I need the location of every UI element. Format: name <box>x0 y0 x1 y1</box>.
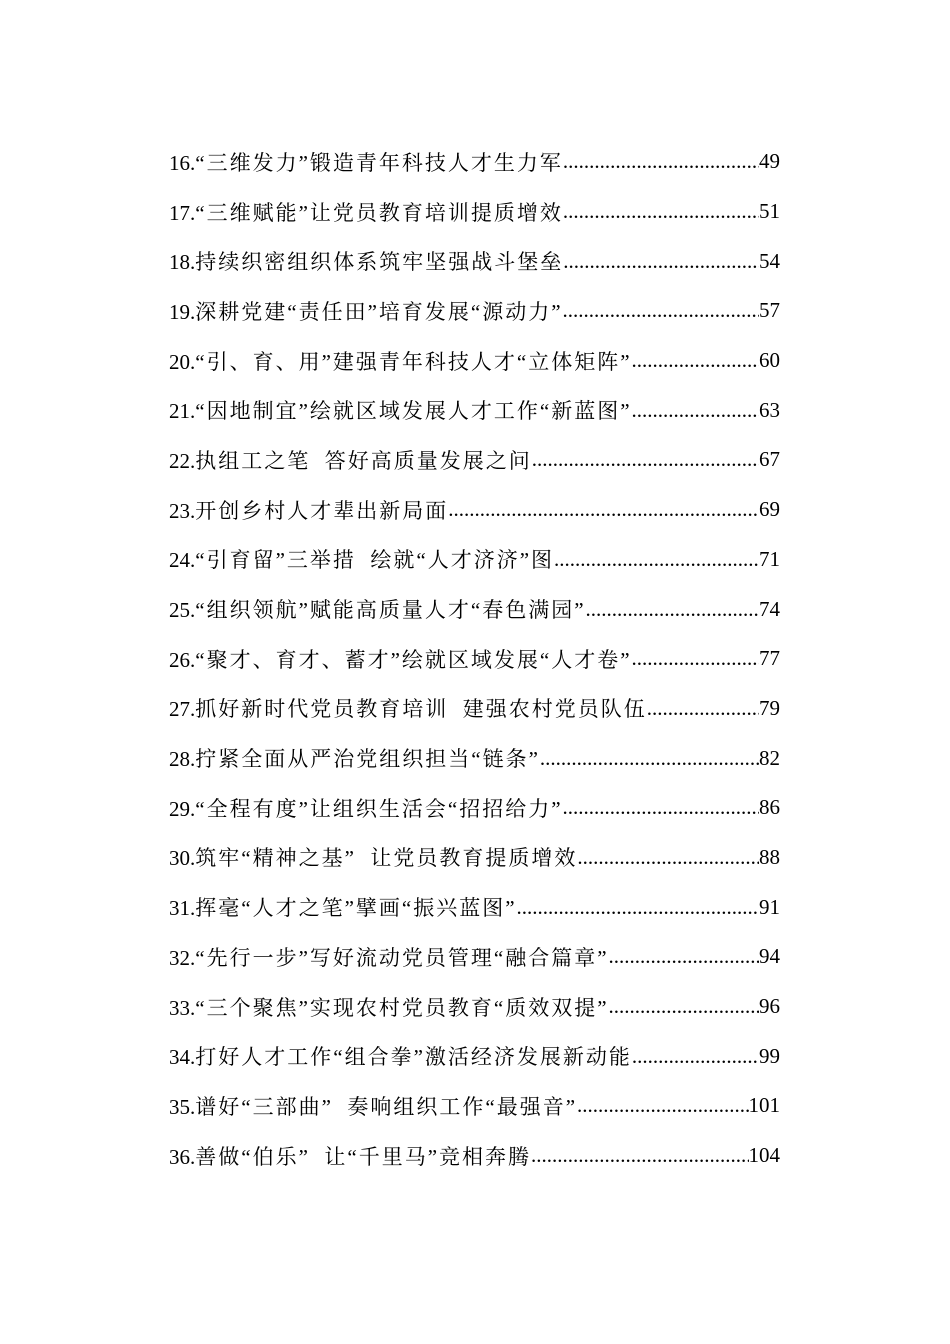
toc-entry-title <box>169 892 517 922</box>
toc-entry[interactable] <box>169 932 780 982</box>
toc-entry-number: 29. <box>169 796 196 821</box>
toc-entry-text: 持续织密组织体系筑牢坚强战斗堡垒 <box>195 250 564 275</box>
toc-entry-number: 19. <box>169 299 196 324</box>
toc-entry-number: 20. <box>169 349 196 374</box>
toc-entry-page: 69 <box>759 497 780 522</box>
dot-leader <box>632 646 759 671</box>
toc-entry-number: 28. <box>169 747 196 772</box>
toc-entry-number: 24. <box>169 548 196 573</box>
toc-entry-page: 60 <box>759 348 780 373</box>
dot-leader <box>586 597 759 622</box>
toc-entry-number: 27. <box>169 697 196 722</box>
toc-entry-title <box>169 644 632 674</box>
toc-entry-number: 35. <box>169 1094 196 1119</box>
toc-entry[interactable] <box>169 634 780 684</box>
toc-entry-number: 21. <box>169 399 196 424</box>
toc-entry-text: 抓好新时代党员教育培训 建强农村党员队伍 <box>195 697 647 722</box>
toc-entry-number: 26. <box>169 647 196 672</box>
toc-entry-text: “全程有度”让组织生活会“招招给力” <box>195 796 563 821</box>
toc-entry-number: 16. <box>169 150 196 175</box>
toc-entry-page: 63 <box>759 397 780 422</box>
toc-entry-number: 34. <box>169 1045 196 1070</box>
toc-entry[interactable] <box>169 137 780 187</box>
toc-entry[interactable] <box>169 286 780 336</box>
toc-entry[interactable] <box>169 385 780 435</box>
toc-entry[interactable] <box>169 187 780 237</box>
dot-leader <box>609 994 759 1019</box>
toc-entry[interactable] <box>169 535 780 585</box>
toc-entry[interactable] <box>169 485 780 535</box>
toc-entry-title <box>169 793 563 823</box>
dot-leader <box>632 1044 759 1069</box>
toc-entry-text: 谱好“三部曲” 奏响组织工作“最强音” <box>195 1094 578 1119</box>
toc-entry[interactable] <box>169 882 780 932</box>
toc-entry-number: 23. <box>169 498 196 523</box>
dot-leader <box>563 298 759 323</box>
toc-entry-title <box>169 246 563 276</box>
dot-leader <box>609 944 759 969</box>
toc-entry-number: 32. <box>169 945 196 970</box>
toc-entry-title <box>169 743 540 773</box>
toc-entry-title <box>169 495 448 525</box>
dot-leader <box>563 199 759 224</box>
toc-entry[interactable] <box>169 584 780 634</box>
toc-entry-title <box>169 445 532 475</box>
dot-leader <box>563 795 759 820</box>
dot-leader <box>632 398 759 423</box>
toc-entry-page: 54 <box>759 248 780 273</box>
dot-leader <box>647 696 759 721</box>
toc-entry-title <box>169 1141 531 1171</box>
dot-leader <box>577 1093 748 1118</box>
toc-entry[interactable] <box>169 833 780 883</box>
toc-entry-title <box>169 147 563 177</box>
toc-entry[interactable] <box>169 1081 780 1131</box>
dot-leader <box>632 348 759 373</box>
toc-entry-number: 18. <box>169 250 196 275</box>
table-of-contents <box>169 137 780 1180</box>
toc-entry-page: 88 <box>759 844 780 869</box>
toc-entry-title <box>169 1091 577 1121</box>
toc-entry[interactable] <box>169 783 780 833</box>
toc-entry-page: 99 <box>759 1043 780 1068</box>
toc-entry-text: 执组工之笔 答好高质量发展之问 <box>195 448 532 473</box>
toc-entry-text: 善做“伯乐” 让“千里马”竞相奔腾 <box>195 1144 532 1169</box>
toc-entry[interactable] <box>169 733 780 783</box>
toc-entry-text: 挥毫“人才之笔”擘画“振兴蓝图” <box>195 896 517 921</box>
toc-entry-number: 25. <box>169 598 196 623</box>
toc-entry-number: 36. <box>169 1144 196 1169</box>
toc-entry[interactable] <box>169 1031 780 1081</box>
toc-entry-title <box>169 197 563 227</box>
toc-entry-text: 拧紧全面从严治党组织担当“链条” <box>195 747 540 772</box>
toc-entry-number: 17. <box>169 200 196 225</box>
toc-entry-page: 67 <box>759 447 780 472</box>
toc-entry-text: “组织领航”赋能高质量人才“春色满园” <box>195 598 586 623</box>
toc-entry-number: 31. <box>169 896 196 921</box>
toc-entry-text: “引、育、用”建强青年科技人才“立体矩阵” <box>195 349 632 374</box>
toc-entry-title <box>169 1041 632 1071</box>
toc-entry-text: “引育留”三举措 绘就“人才济济”图 <box>195 548 555 573</box>
dot-leader <box>540 746 759 771</box>
toc-entry-text: 开创乡村人才辈出新局面 <box>195 498 449 523</box>
toc-entry-page: 96 <box>759 994 780 1019</box>
dot-leader <box>554 547 759 572</box>
dot-leader <box>532 447 759 472</box>
toc-entry-title <box>169 395 632 425</box>
toc-entry-number: 33. <box>169 995 196 1020</box>
toc-entry-title <box>169 594 586 624</box>
toc-entry-title <box>169 296 563 326</box>
dot-leader <box>517 895 759 920</box>
toc-entry-page: 57 <box>759 298 780 323</box>
toc-entry-page: 94 <box>759 944 780 969</box>
toc-entry-page: 49 <box>759 149 780 174</box>
toc-entry-text: “因地制宜”绘就区域发展人才工作“新蓝图” <box>195 399 632 424</box>
toc-entry-number: 22. <box>169 448 196 473</box>
toc-entry-text: “三个聚焦”实现农村党员教育“质效双提” <box>195 995 609 1020</box>
toc-entry[interactable] <box>169 336 780 386</box>
toc-entry-title <box>169 992 609 1022</box>
dot-leader <box>448 497 759 522</box>
toc-entry-text: “先行一步”写好流动党员管理“融合篇章” <box>195 945 609 970</box>
toc-entry-page: 74 <box>759 596 780 621</box>
toc-entry-page: 77 <box>759 646 780 671</box>
toc-entry[interactable] <box>169 236 780 286</box>
toc-entry-page: 51 <box>759 199 780 224</box>
toc-entry-text: “三维赋能”让党员教育培训提质增效 <box>195 200 563 225</box>
toc-entry[interactable] <box>169 982 780 1032</box>
dot-leader <box>577 845 759 870</box>
toc-entry-page: 79 <box>759 695 780 720</box>
dot-leader <box>531 1143 748 1168</box>
dot-leader <box>563 149 759 174</box>
toc-entry-text: 深耕党建“责任田”培育发展“源动力” <box>195 299 563 324</box>
toc-entry-text: “聚才、育才、蓄才”绘就区域发展“人才卷” <box>195 647 632 672</box>
dot-leader <box>563 249 759 274</box>
toc-entry-title <box>169 544 554 574</box>
toc-entry[interactable] <box>169 1131 780 1181</box>
toc-entry-page: 91 <box>759 894 780 919</box>
toc-entry-number: 30. <box>169 846 196 871</box>
toc-entry-page: 86 <box>759 795 780 820</box>
toc-entry-title <box>169 346 632 376</box>
toc-entry-title <box>169 693 647 723</box>
toc-entry[interactable] <box>169 435 780 485</box>
toc-entry-page: 101 <box>748 1093 780 1118</box>
toc-entry-page: 71 <box>759 546 780 571</box>
toc-entry-page: 104 <box>748 1143 780 1168</box>
toc-entry-text: 筑牢“精神之基” 让党员教育提质增效 <box>195 846 578 871</box>
toc-entry-title <box>169 942 609 972</box>
toc-entry-page: 82 <box>759 745 780 770</box>
toc-entry-text: 打好人才工作“组合拳”激活经济发展新动能 <box>195 1045 632 1070</box>
toc-entry-text: “三维发力”锻造青年科技人才生力军 <box>195 150 563 175</box>
toc-entry[interactable] <box>169 684 780 734</box>
toc-entry-title <box>169 842 577 872</box>
